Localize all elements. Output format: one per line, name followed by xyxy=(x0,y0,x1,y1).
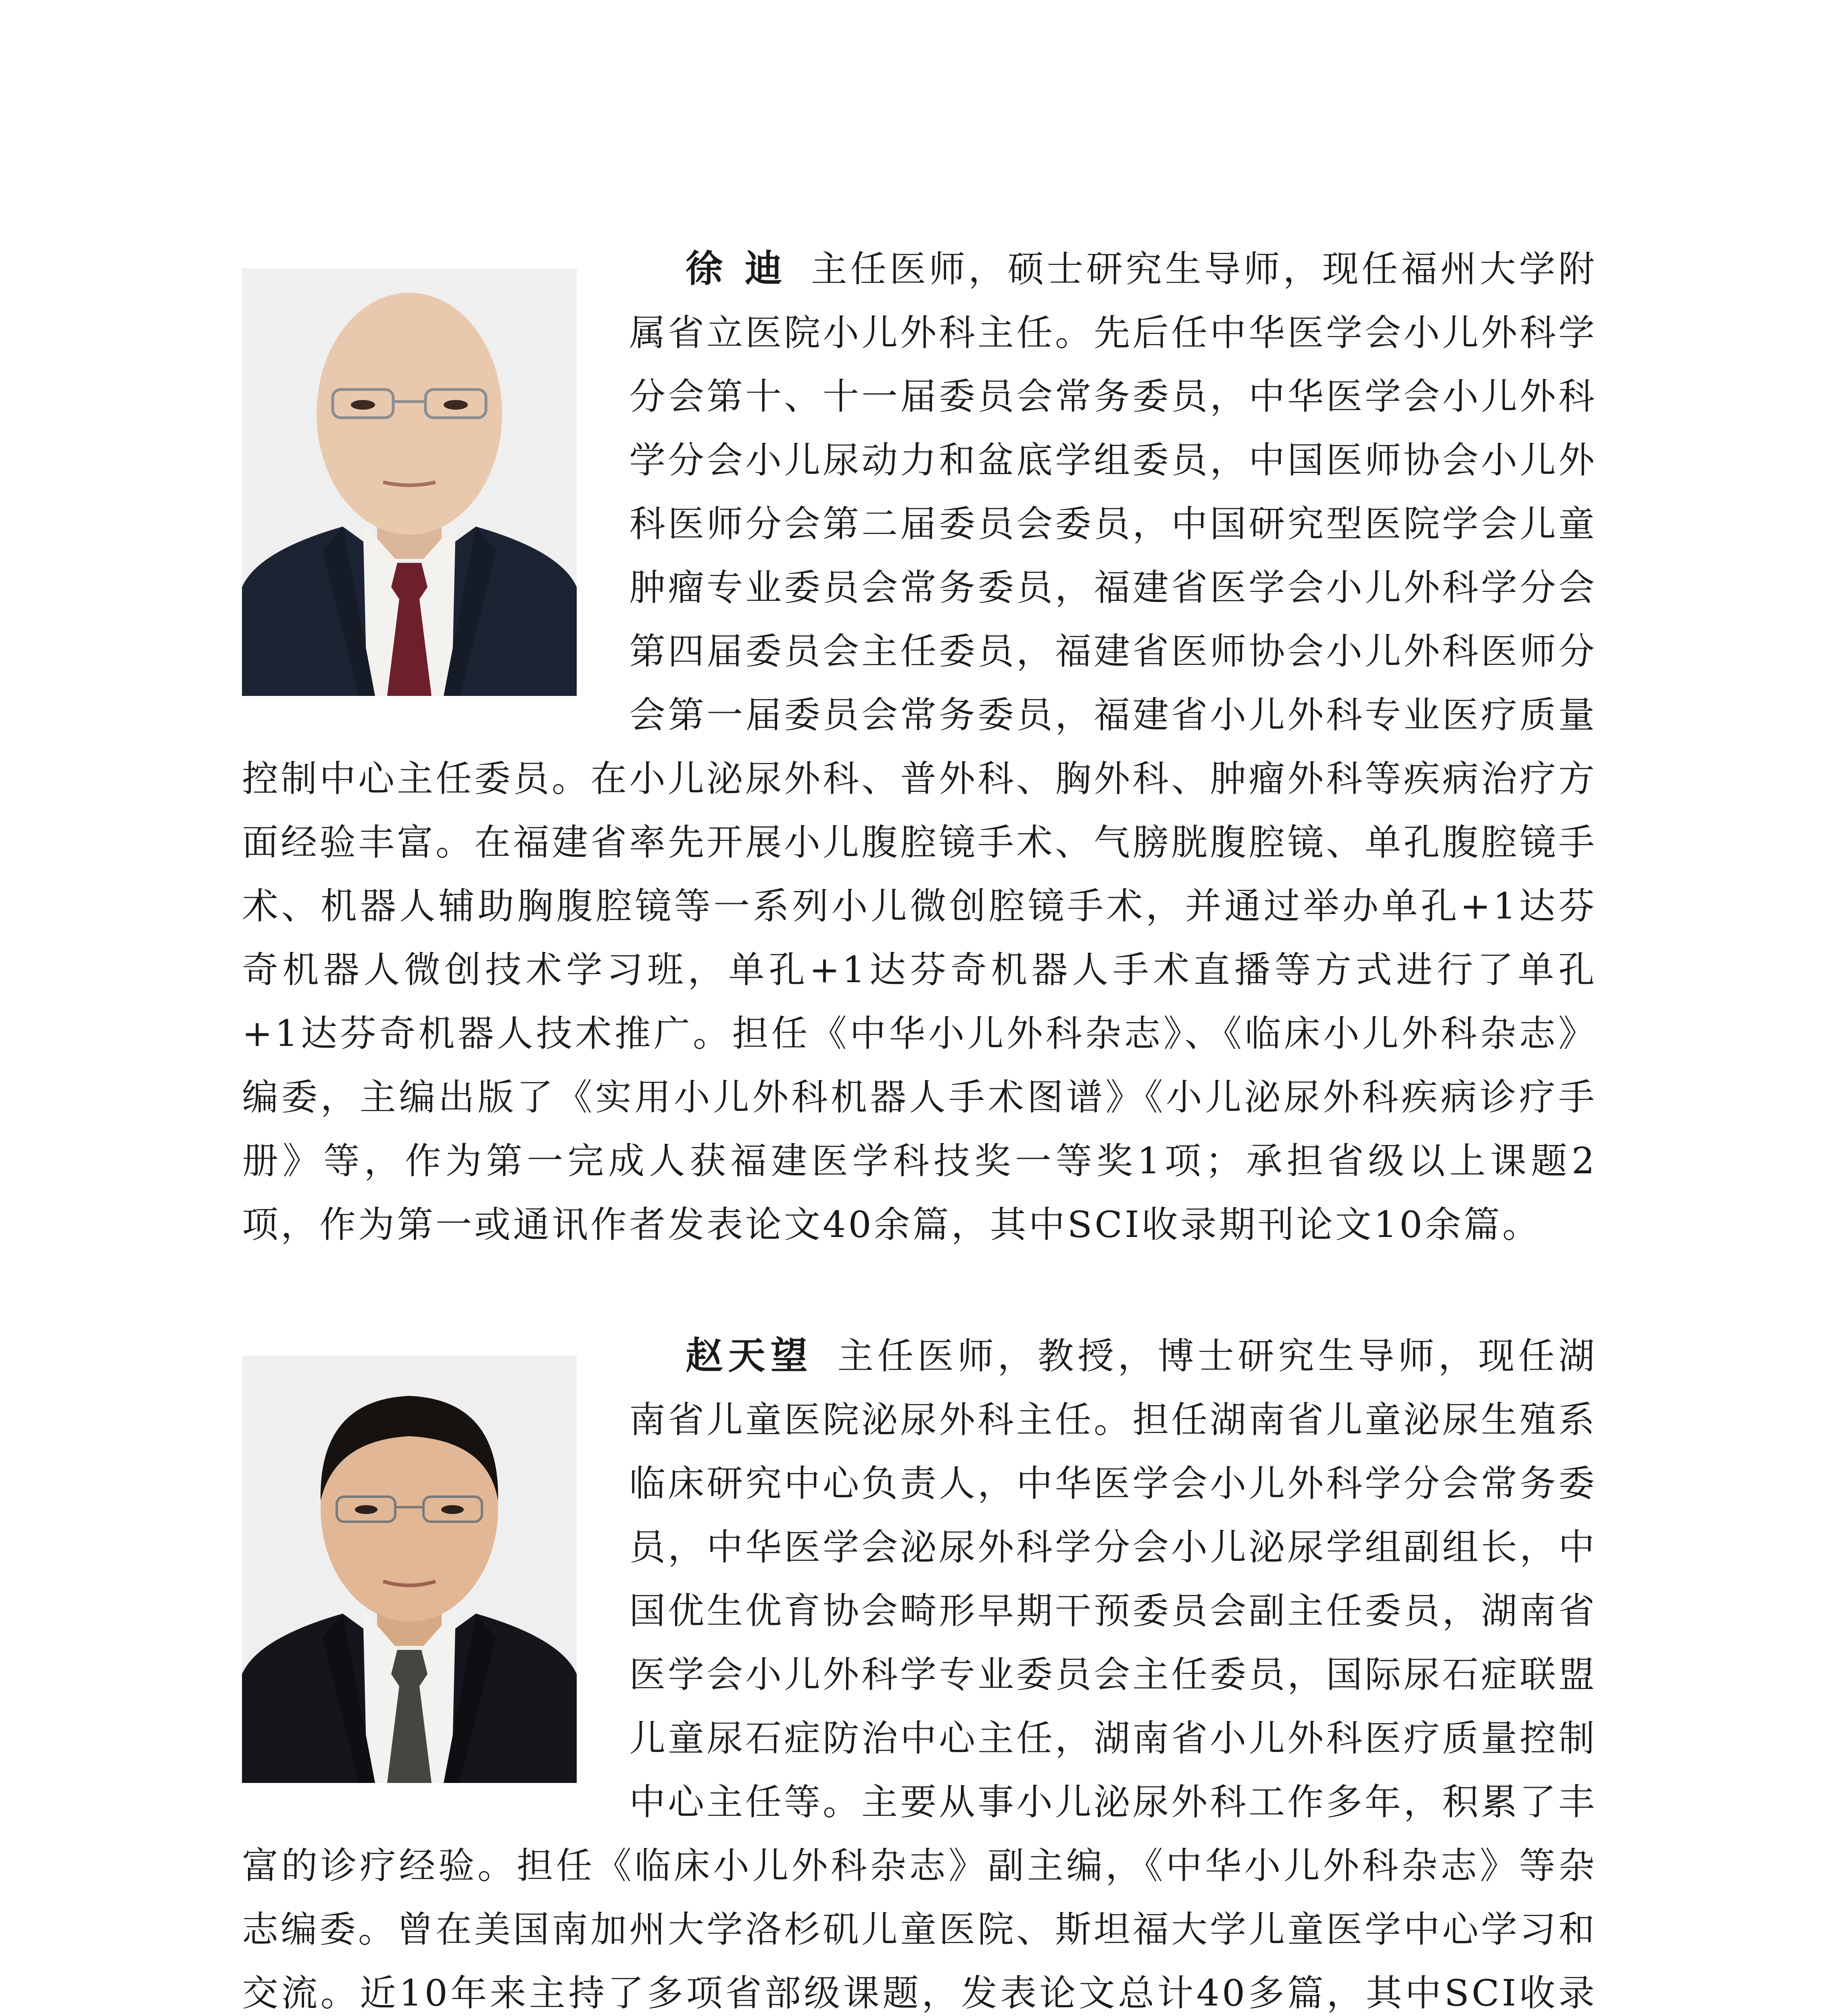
biography-text: 主任医师，硕士研究生导师，现任福州大学附属省立医院小儿外科主任。先后任中华医学会小儿外科学分会第十、十一届委员会常务委员，中华医学会小儿外科学分会小儿尿动力和盆底学组委员，中国医师协会小儿外科医师分会第二届委员会委员，中国研究型医院学会儿童肿瘤专业委员会常务委员，福建省医学会小儿外科学分会第四届委员会主任委员，福建省医师协会小儿外科医师分会第一届委员会常务委员，福建省小儿外科专业医疗质量控制中心主任委员。在小儿泌尿外科、普外科、胸外科、肿瘤外科等疾病治疗方面经验丰富。在福建省率先开展小儿腹腔镜手术、气膀胱腹腔镜、单孔腹腔镜手术、机器人辅助胸腹腔镜等一系列小儿微创腔镜手术，并通过举办单孔+1达芬奇机器人微创技术学习班，单孔+1达芬奇机器人手术直播等方式进行了单孔+1达芬奇机器人技术推广。担任《中华小儿外科杂志》、《临床小儿外科杂志》编委，主编出版了《实用小儿外科机器人手术图谱》《小儿泌尿外科疾病诊疗手册》等，作为第一完成人获福建医学科技奖一等奖1项；承担省级以上课题2项，作为第一或通讯作者发表论文40余篇，其中SCI收录期刊论文10余篇。 xyxy=(242,248,1597,1246)
biography-xu-di xyxy=(242,237,1597,1257)
person-name: 徐 迪 xyxy=(686,247,787,290)
biography-text: 主任医师，教授，博士研究生导师，现任湖南省儿童医院泌尿外科主任。担任湖南省儿童泌尿生殖系临床研究中心负责人，中华医学会小儿外科学分会常务委员，中华医学会泌尿外科学分会小儿泌尿学组副组长，中国优生优育协会畸形早期干预委员会副主任委员，湖南省医学会小儿外科学专业委员会主任委员，国际尿石症联盟儿童尿石症防治中心主任，湖南省小儿外科医疗质量控制中心主任等。主要从事小儿泌尿外科工作多年，积累了丰富的诊疗经验。担任《临床小儿外科杂志》副主编，《中华小儿外科杂志》等杂志编委。曾在美国南加州大学洛杉矶儿童医院、斯坦福大学儿童医学中心学习和交流。近10年来主持了多项省部级课题，发表论文总计40多篇，其中SCI收录 xyxy=(242,1335,1597,2014)
biography-zhao-tianwang xyxy=(242,1324,1597,2016)
portrait-photo xyxy=(242,269,577,696)
portrait-xu-di-image xyxy=(242,269,577,696)
person-name: 赵天望 xyxy=(686,1334,813,1377)
portrait-photo xyxy=(242,1356,577,1783)
portrait-zhao-tianwang-image xyxy=(242,1356,577,1783)
